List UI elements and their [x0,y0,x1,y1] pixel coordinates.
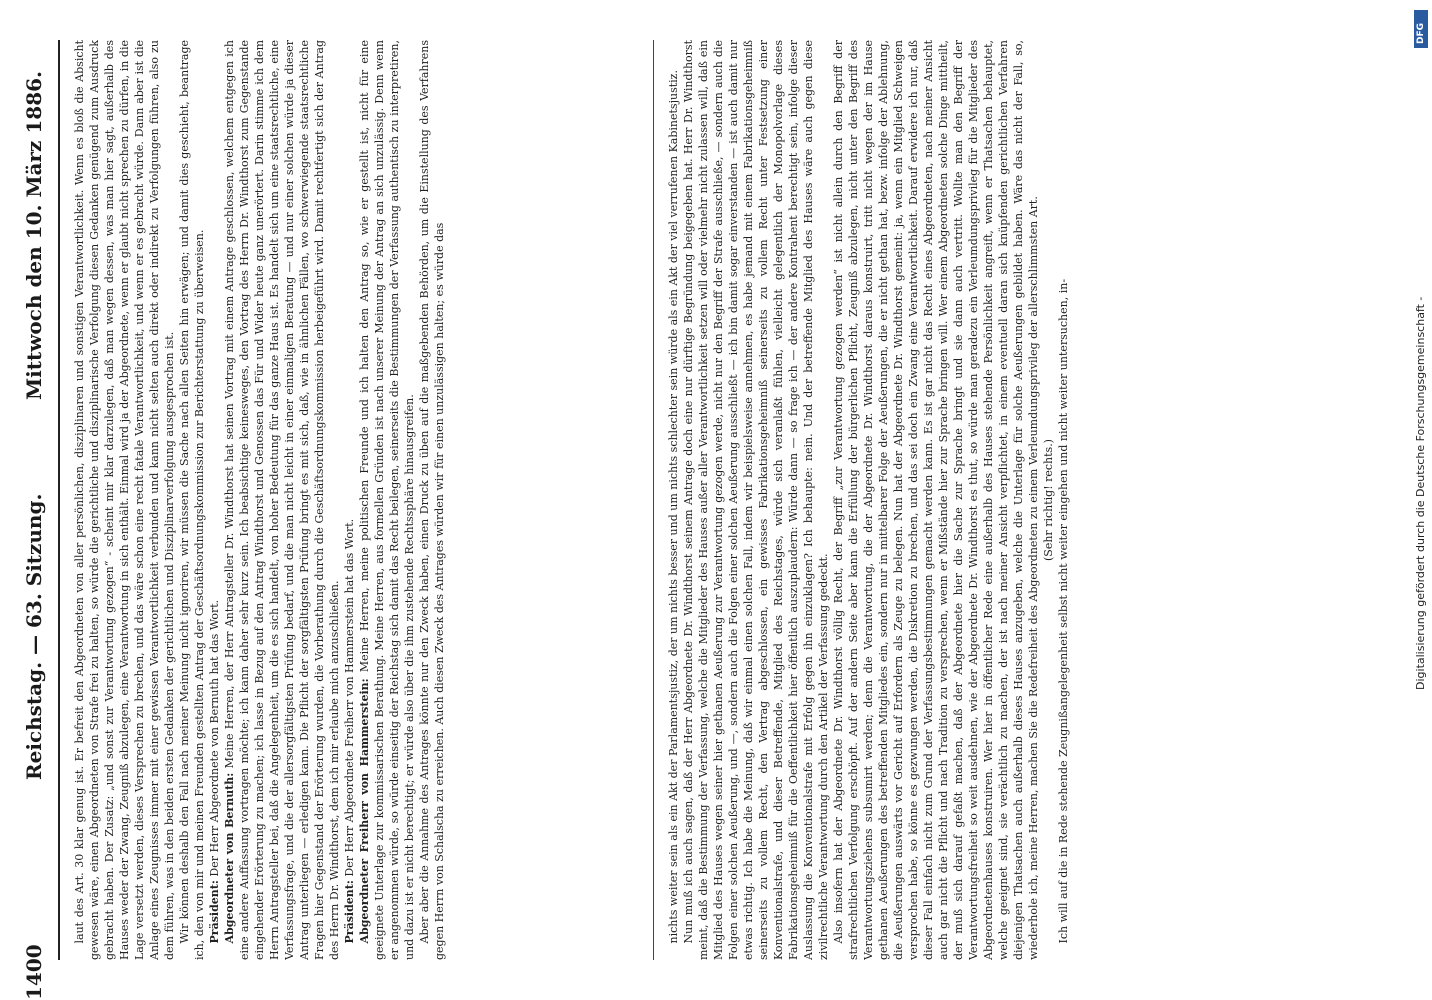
speech-text: Meine Herren, der Herr Antragsteller Dr. Windthorst hat seinen Vortrag mit einem Antrage geschlossen, welchem entgegen ich eine andere Auffassung vortragen möchte; ich kann daher sehr kurz sein. Ich beabsichtige keinesweges, den Vortrag des Herrn Dr. Windthorst zum Gegenstande eingehender Erörterung zu machen; ich lasse in Bezug auf den Antrag Windthorst und Genossen das Für und Wider heute ganz unerörtert. Darin stimme ich dem Herrn Antragsteller bei, daß die Angelegenheit, um die es sich handelt, von hoher Bedeutung für das ganze Haus ist. Es handelt sich um eine staatsrechtliche, eine Verfassungsfrage, und die der allersorgfältigsten Prüfung bedarf, und die man nicht leicht in einer einmaligen Beratung — und nur einer solchen würde ja dieser Antrag unterliegen — erledigen kann. Die Pflicht der sorgfältigsten Prüfung bringt es mit sich, daß, wie in ähnlichen Fällen, wo schwerwiegende staatsrechtliche Fragen hier Gegenstand der Erörterung wurden, die Vorberathung durch die Geschäftsordnungskommission herbeigeführt wird. Damit rechtfertigt sich der Antrag des Herrn Dr. Windthorst, dem ich mir erlaube mich anzuschließen. [223,40,341,960]
paragraph: Aber aber die Annahme des Antrages könnte nur den Zweck haben, einen Druck zu üben auf die maßgebenden Behörden, um die Einstellung des Verfahrens gegen Herrn von Schalscha zu erreichen. Auch diesen Zweck des Antrages würden wir für einen unzulässigen halten; es würde das [418,40,446,960]
header-rule [58,40,60,960]
speaker-label: Präsident: [208,880,221,944]
session-date: Mittwoch den 10. März 1886. [22,70,46,400]
speaker-paragraph [357,40,417,960]
paragraph: Also insofern hat der Abgeordnete Dr. Windthorst völlig Recht, der Begriff „zur Verantwortung gezogen werden“ ist nicht allein durch den Begriff der strafrechtlichen Verfolgung erschöpft. Auf der andern Seite aber kann die Erfüllung der bürgerlichen Pflicht, Zeugniß abzulegen, nicht unter den Begriff des Verantwortungsziehens subsumirt werden; denn die Verantwortung, die der Abgeordnete Dr. Windthorst daraus konstruirt, tritt nicht wegen der im Hause gethanen Aeußerungen des betreffenden Mitgliedes ein, sondern nur in mittelbarer Folge der Aeußerungen, die er nicht gethan hat, bezw. infolge der Ablehnung, die Aeußerungen auswärts vor Gericht auf Erfordern als Zeuge zu belegen. Nun hat der Abgeordnete Dr. Windthorst gemeint: ja, wenn ein Mitglied Schweigen versprochen habe, so könne es gezwungen werden, die Diskretion zu brechen, und das sei doch ein Zwang eine Verantwortlichkeit. Darauf erwidere ich nur, daß dieser Fall einfach nicht zum Grund der Verfassungsbestimmungen gemacht werden kann. Es ist gar nicht das Recht eines Abgeordneten, nach meiner Ansicht auch gar nicht die Pflicht und nach Tradition zu versprechen, wenn er Mißstände hier zur Sprache bringen will. Wer einem Abgeordneten solche Dinge mittheilt, der muß sich darauf gefaßt machen, daß der Abgeordnete hier die Sache zur Sprache bringt und sie dann auch vertritt. Wollte man den Begriff der Verantwortungsfreiheit so weit ausdehnen, wie der Abgeordnete Dr. Windthorst es thut, so würde man geradezu ein Verleumdungsprivileg für die Mitglieder des Abgeordnetenhauses konstruiren. Wer hier in öffentlicher Rede eine außerhalb des Hauses stehende Persönlichkeit angreift, wenn er Thatsachen behauptet, welche geeignet sind, sie verächtlich zu machen, der ist nach meiner Ansicht verpflichtet, in einem eventuell daran sich knüpfenden gerichtlichen Verfahren diejenigen Thatsachen auch außerhalb dieses Hauses anzugeben, welche die Unterlage für solche Aeußerungen gebildet haben. Wäre das nicht der Fall, so, wiederhole ich, meine Herren, machen Sie die Redefreiheit des Abgeordneten zu einem Verleumdungsprivileg der allerschlimmsten Art. [832,40,1040,960]
digitization-credit: Digitalisierung gefördert durch die Deutsche Forschungsgemeinschaft - [1414,296,1427,690]
speech-text: Der Herr Abgeordnete Freiherr von Hammerstein hat das Wort. [343,518,356,881]
column-divider [653,40,654,960]
column-2-text [666,40,1280,960]
speaker-paragraph [207,40,222,960]
paragraph: Ich will auf die in Rede stehende Zeugnißangelegenheit selbst nicht weiter eingehen und nicht weiter untersuchen, in- [1057,278,1070,944]
paragraph: laut des Art. 30 klar genug ist. Er befreit den Abgeordneten von aller persönlichen, disziplinaren und sonstigen Verantwortlichkeit. Wenn es bloß die Absicht gewesen wäre, einen Abgeordneten von Strafe frei zu halten, so würde die gerichtliche und disziplinarische Verfolgung diesen Gedanken genügend zum Ausdruck gebracht haben. Der Zusatz: „und sonst zur Verantwortung gezogen“ - scheint mir klar darzulegen, daß man wegen dessen, was man hier sagt, außerhalb des Hauses weder der Zwang, Zeugniß abzulegen, eine Verantwortung in sich enthält. Einmal wird ja der Abgeordnete, wenn er glaubt nicht sprechen zu dürfen, in die Lage versetzt werden, dieses Versprechen zu brechen, und das wäre schon eine recht fatale Verantwortlichkeit, und wenn er es gebracht würde. Dann aber ist die Anlage eines Zeugnisses immer mit einer gewissen Verantwortlichkeit verbunden und kann nicht selten auch direkt oder indirekt zu Verfolgungen führen, also zu dem führen, was in den beiden ersten Gedanken der gerichtlichen und Disziplinarverfolgung ausgesprochen ist. [73,40,176,960]
speaker-paragraph [222,40,342,960]
page-header [10,40,56,1000]
speaker-label: Präsident: [343,880,356,944]
running-title: Reichstag. — 63. Sitzung. [22,493,46,780]
speaker-label: Abgeordneter von Bernuth: [223,772,236,944]
dfg-logo: DFG [1414,10,1428,48]
paragraph: Nun muß ich auch sagen, daß der Herr Abgeordnete Dr. Windthorst seinem Antrage doch eine nur dürftige Begründung beigegeben hat. Herr Dr. Windthorst meint, daß die Bestimmung der Verfassung, welche die Mitglieder des Hauses außer aller Verantwortlichkeit setzen will oder vielmehr nicht zulassen will, daß ein Mitglied des Hauses wegen seiner hier gethanen Aeußerung zur Verantwortung gezogen werde, nicht nur den Begriff der Strafe ausschließe, — sondern auch die Folgen einer solchen Aeußerung, und —, sondern auch die Folgen einer solchen Aeußerung ausschließt — ich bin damit sogar einverstanden — ist auch damit nur etwas richtig. Ich habe die Meinung, daß wir einmal einen solchen Fall, indem wir beispielsweise annehmen, es habe jemand mit einem Fabrikationsgeheimniß seinerseits zu vollem Recht, den Vertrag abgeschlossen, ein gewisses Fabrikationsgeheimniß seinerseits zu vollem Recht unter Festsetzung einer Konventionalstrafe, und dieser Betreffende, Mitglied des Reichstages, würde sich veranlaßt fühlen, vielleicht gelegentlich der Monopolvorlage dieses Fabrikationsgeheimniß für die Oeffentlichkeit hier öffentlich auszuplaudern: Würde dann — so frage ich — der andere Kontrahent berechtigt sein, infolge dieser Auslassung die Konventionalstrafe mit Erfolg gegen ihn einzuklagen? Ich behaupte: nein. Und der betreffende Mitglied des Hauses wäre auch gegen diese zivilrechtliche Verantwortung durch den Artikel der Verfassung gedeckt. [682,40,830,960]
paragraph: nichts weiter sein als ein Akt der Parlamentsjustiz, der um nichts besser und um nichts schlechter sein würde als ein Akt der viel verrufenen Kabinetsjustiz. [667,70,680,944]
speaker-label: Abgeordneter Freiherr von Hammerstein: [358,678,371,944]
paragraph: Wir können deshalb den Fall nach meiner Meinung nicht ignoriren, wir müssen die Sache nach allen Seiten hin erwägen; und damit dies geschieht, beantrage ich, den von mir und meinen Freunden gestellten Antrag der Geschäftsordnungskommission zur Berichterstattung zu überweisen. [178,40,206,960]
page-number: 1400 [22,944,46,1000]
text-column-1 [66,40,646,960]
text-column-2 [660,40,1280,960]
speaker-paragraph [342,40,357,960]
column-1-text [72,40,646,960]
speech-text: Meine Herren, meine politischen Freunde und ich halten den Antrag so, wie er gestellt ist, nicht für eine geeignete Unterlage zur kommissarischen Berathung. Meine Herren, aus formellen Gründen ist nach unserer Meinung der Antrag an sich unzulässig. Denn wenn er angenommen würde, so würde einseitig der Reichstag sich damit das Recht beilegen, seinerseits die Bestimmungen der Verfassung authentisch zu interpretiren, und dazu ist er nicht berechtigt; er würde also über die ihm zustehende Rechtssphäre hinausgreifen. [358,40,416,960]
speech-text: Der Herr Abgeordnete von Bernuth hat das Wort. [208,599,221,881]
interjection: (Sehr richtig! rechts.) [1042,439,1055,561]
